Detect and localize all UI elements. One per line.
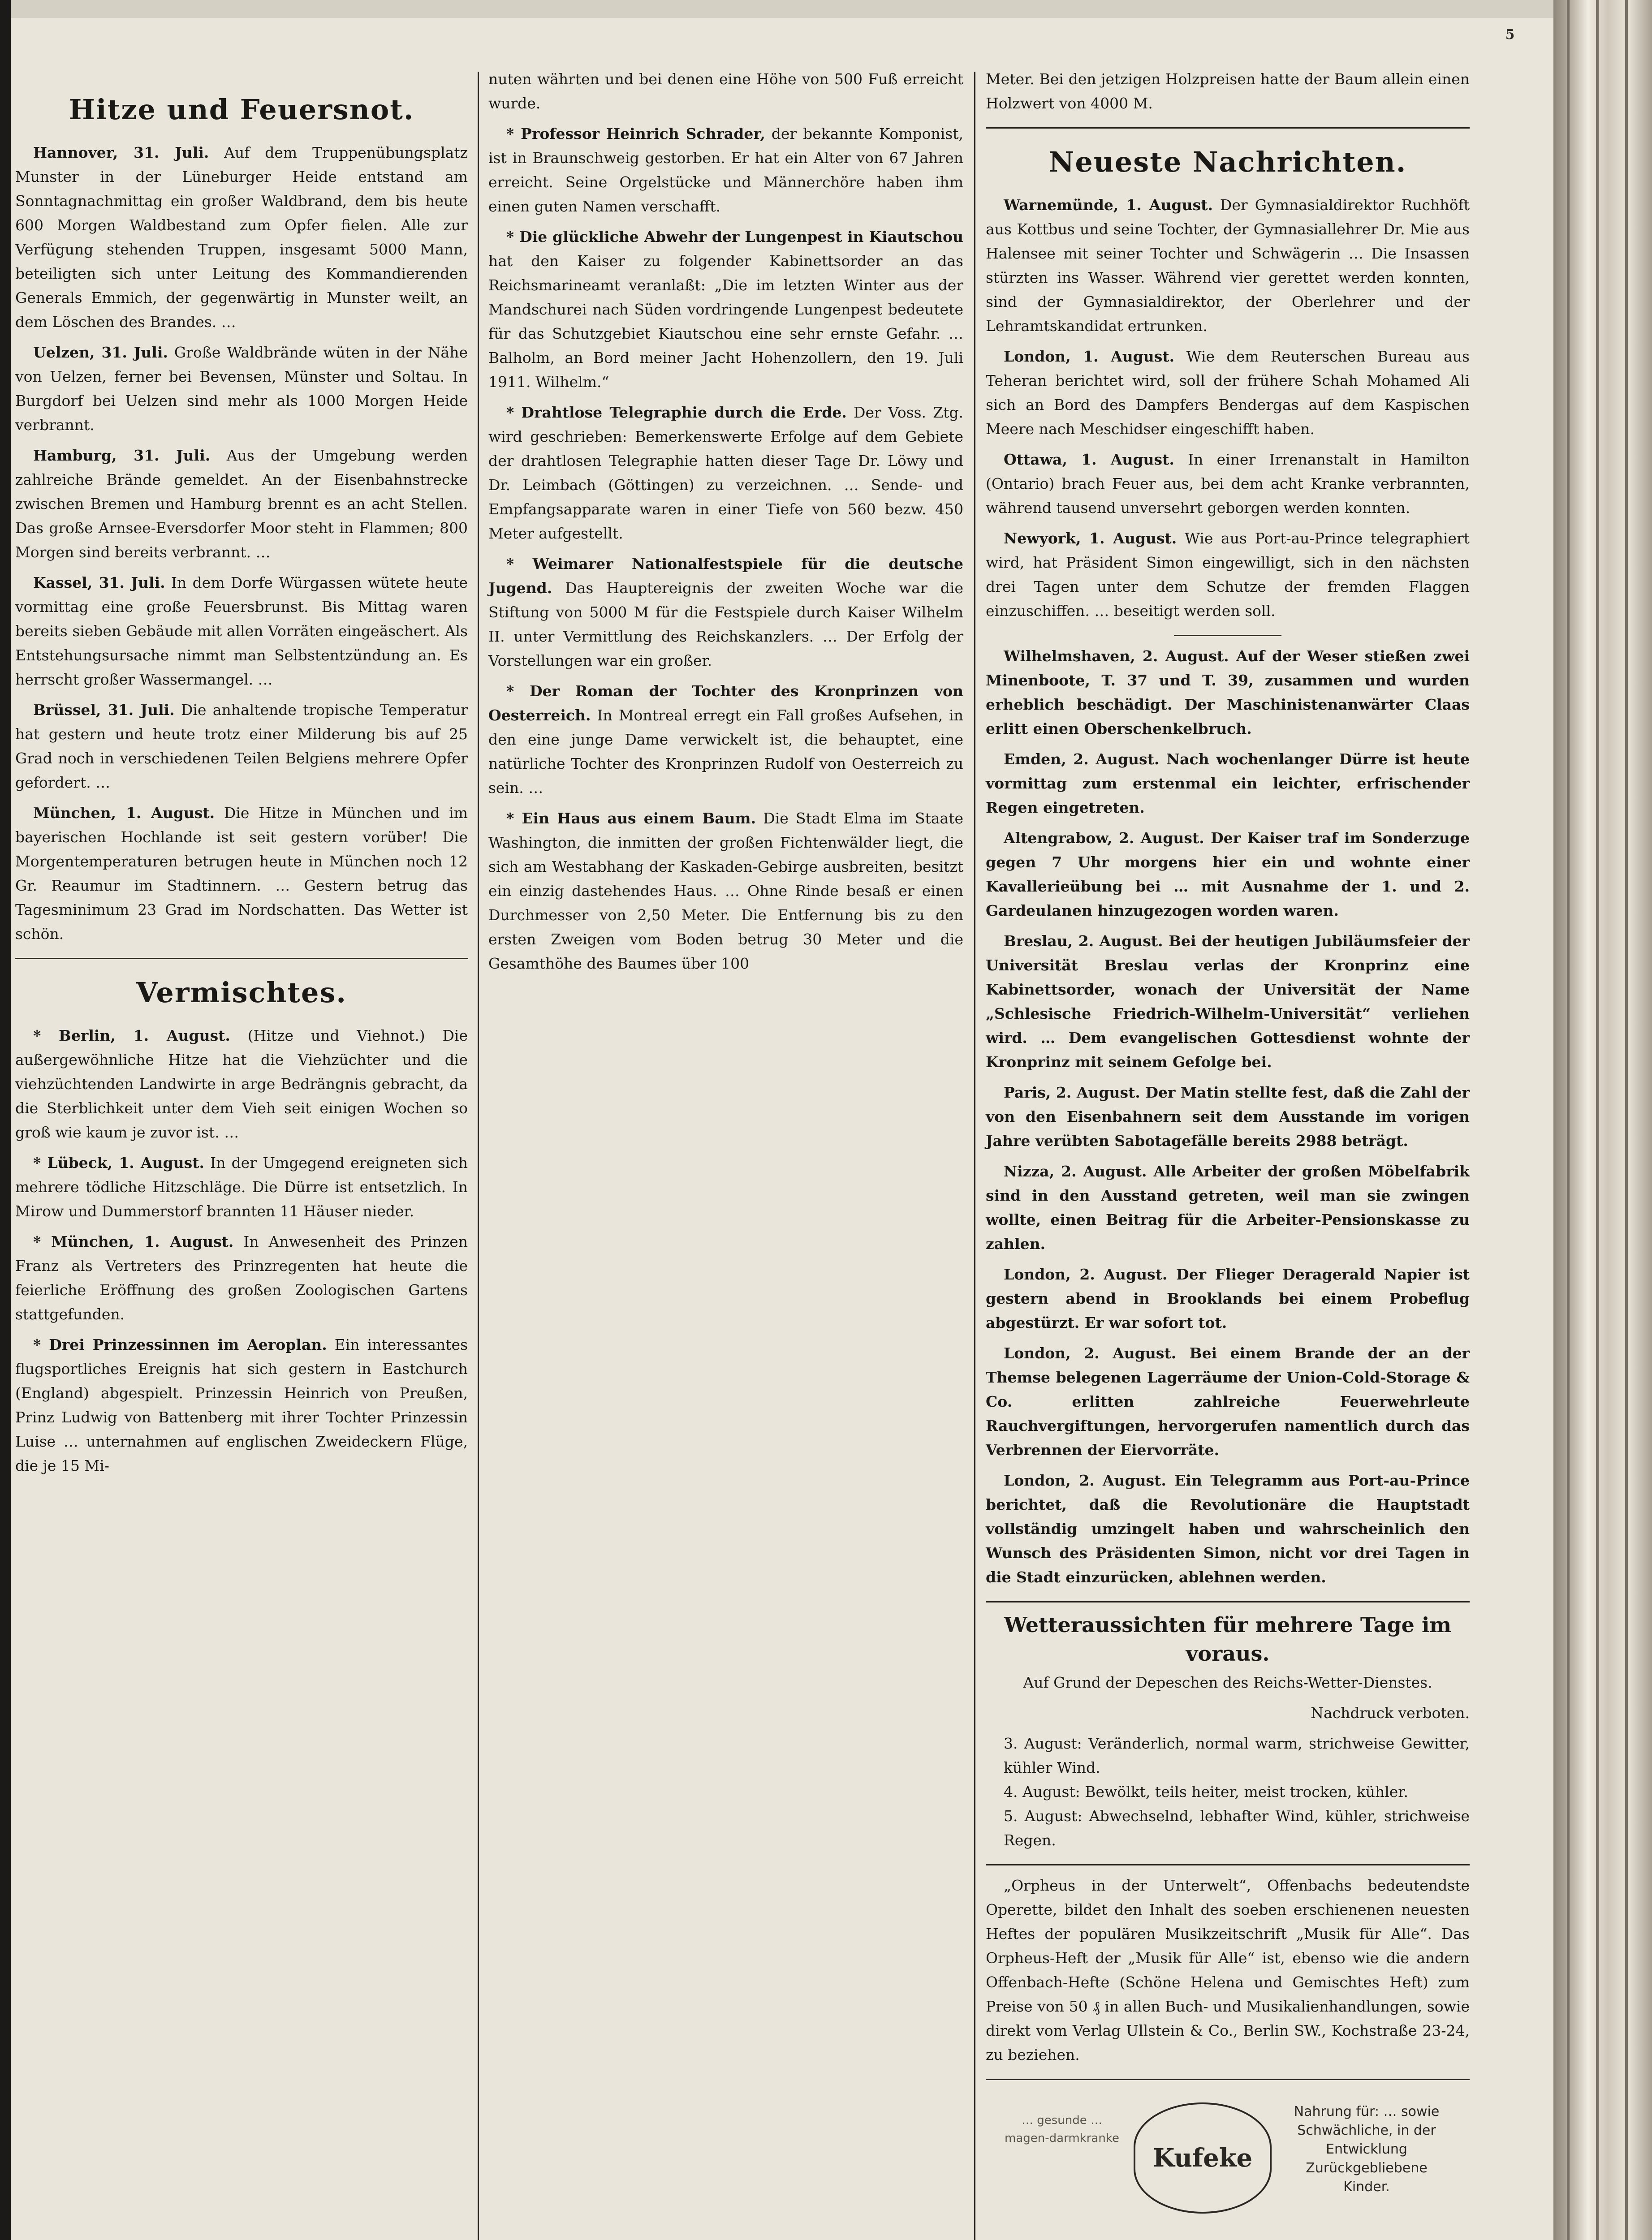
binding-edge: [0, 0, 11, 2240]
article: Ottawa, 1. August. In einer Irrenanstalt in Hamilton (Ontario) brach Feuer aus, bei dem acht Kranke verbrannten, während tausend unversehrt geborgen werden konnten.: [986, 451, 1470, 517]
weather-subtitle: Auf Grund der Depeschen des Reichs-Wetter-Dienstes.: [1023, 1674, 1432, 1691]
divider: [986, 1864, 1470, 1865]
article: * Berlin, 1. August. (Hitze und Viehnot.) Die außergewöhnliche Hitze hat die Viehzüchter und die viehzüchtenden Landwirte in arge Bedrängnis gebracht, da die Sterblichkeit unter dem Vieh seit einigen Wochen so groß wie kaum je zuvor ist. …: [15, 1027, 468, 1141]
column-rule: [974, 72, 975, 2240]
column-2: [488, 67, 963, 982]
article: * Lübeck, 1. August. In der Umgegend ereigneten sich mehrere tödliche Hitzschläge. Die Dürre ist entsetzlich. In Mirow und Dummerstorf brannten 11 Häuser nieder.: [15, 1154, 468, 1220]
orpheus-notice: „Orpheus in der Unterwelt“, Offenbachs bedeutendste Operette, bildet den Inhalt des soeben erschienenen neuesten Heftes der populären Musikzeitschrift „Musik für Alle“. Das Orpheus-Heft der „Musik für Alle“ ist, ebenso wie die andern Offenbach-Hefte (Schöne Helena und Gemischtes Heft) zum Preise von 50 ₰ in allen Buch- und Musikalienhandlungen, sowie direkt vom Verlag Ullstein & Co., Berlin SW., Kochstraße 23-24, zu beziehen.: [986, 1877, 1470, 2063]
page-stack-edge: [1553, 0, 1652, 2240]
article: München, 1. August. Die Hitze in München und im bayerischen Hochlande ist seit gestern vorüber! Die Morgentemperaturen betrugen heute in München noch 12 Gr. Reaumur im Stadtinnern. … Gestern betrug das Tagesminimum 23 Grad im Nordschatten. Das Wetter ist schön.: [15, 804, 468, 943]
article: Wilhelmshaven, 2. August. Auf der Weser stießen zwei Minenboote, T. 37 und T. 39, zusammen und wurden erheblich beschädigt. Der Maschinistenanwärter Claas erlitt einen Oberschenkelbruch.: [986, 647, 1470, 737]
article: London, 2. August. Der Flieger Deragerald Napier ist gestern abend in Brooklands bei einem Probeflug abgestürzt. Er war sofort tot.: [986, 1266, 1470, 1331]
article: * München, 1. August. In Anwesenheit des Prinzen Franz als Vertreters des Prinzregenten hat heute die feierliche Eröffnung des großen Zoologischen Gartens stattgefunden.: [15, 1233, 468, 1323]
weather-note: Nachdruck verboten.: [1311, 1704, 1470, 1722]
article: Emden, 2. August. Nach wochenlanger Dürre ist heute vormittag zum erstenmal ein leichter, erfrischender Regen eingetreten.: [986, 750, 1470, 816]
article-continuation: Meter. Bei den jetzigen Holzpreisen hatte der Baum allein einen Holzwert von 4000 M.: [986, 70, 1470, 112]
page-number: 5: [1505, 27, 1515, 43]
ad-logo: Kufeke: [1134, 2102, 1272, 2214]
article: * Der Roman der Tochter des Kronprinzen von Oesterreich. In Montreal erregt ein Fall großes Aufsehen, in den eine junge Dame verwickelt ist, die behauptet, eine natürliche Tochter des Kronprinzen Rudolf von Oesterreich zu sein. …: [488, 682, 963, 797]
forecast-line: 3. August: Veränderlich, normal warm, strichweise Gewitter, kühler Wind.: [1004, 1735, 1470, 1776]
article: Brüssel, 31. Juli. Die anhaltende tropische Temperatur hat gestern und heute trotz einer Milderung bis auf 25 Grad noch in verschiedenen Teilen Belgiens mehrere Opfer gefordert. …: [15, 701, 468, 791]
article: Nizza, 2. August. Alle Arbeiter der großen Möbelfabrik sind in den Ausstand getreten, weil man sie zwingen wollte, einen Beitrag für die Arbeiter-Pensionskasse zu zahlen.: [986, 1163, 1470, 1253]
divider: [986, 127, 1470, 129]
article: Kassel, 31. Juli. In dem Dorfe Würgassen wütete heute vormittag eine große Feuersbrunst. Bis Mittag waren bereits sieben Gebäude mit allen Vorräten eingeäschert. Als Entstehungsursache nimmt man Selbstentzündung an. Es herrscht großer Wassermangel. …: [15, 574, 468, 688]
article: Breslau, 2. August. Bei der heutigen Jubiläumsfeier der Universität Breslau verlas der Kronprinz eine Kabinettsorder, wonach der Universität der Name „Schlesische Friedrich-Wilhelm-Universität“ verliehen wird. … Dem evangelischen Gottesdienst wohnte der Kronprinz mit seinem Gefolge bei.: [986, 932, 1470, 1071]
article: * Ein Haus aus einem Baum. Die Stadt Elma im Staate Washington, die inmitten der großen Fichtenwälder liegt, die sich am Westabhang der Kaskaden-Gebirge ausbreiten, besitzt ein einzig dastehendes Haus. … Ohne Rinde besaß er einen Durchmesser von 2,50 Meter. Die Entfernung bis zu den ersten Zweigen vom Boden betrug 30 Meter und die Gesamthöhe des Baumes über 100: [488, 810, 963, 972]
article: Uelzen, 31. Juli. Große Waldbrände wüten in der Nähe von Uelzen, ferner bei Bevensen, Münster und Soltau. In Burgdorf bei Uelzen sind mehr als 1000 Morgen Heide verbrannt.: [15, 344, 468, 434]
section-heading-hitze: Hitze und Feuersnot.: [69, 93, 414, 126]
article: * Die glückliche Abwehr der Lungenpest in Kiautschou hat den Kaiser zu folgender Kabinettsorder an das Reichsmarineamt veranlaßt: „Die im letzten Winter aus der Mandschurei nach Süden vordringende Lungenpest bedeutete für das Schutzgebiet Kiautschou eine sehr ernste Gefahr. … Balholm, an Bord meiner Jacht Hohenzollern, den 19. Juli 1911. Wilhelm.“: [488, 228, 963, 391]
article: Hannover, 31. Juli. Auf dem Truppenübungsplatz Munster in der Lüneburger Heide entstand am Sonntagnachmittag ein großer Waldbrand, dem bis heute 600 Morgen Waldbestand zum Opfer fielen. Alle zur Verfügung stehenden Truppen, insgesamt 5000 Mann, beteiligten sich unter Leitung des Kommandierenden Generals Emmich, der gegenwärtig in Munster weilt, an dem Löschen des Brandes. …: [15, 144, 468, 331]
weather-forecast: [1004, 1732, 1470, 1852]
article: Paris, 2. August. Der Matin stellte fest, daß die Zahl der von den Eisenbahnern seit dem Ausstande im vorigen Jahre verübten Sabotagefälle bereits 2988 beträgt.: [986, 1084, 1470, 1150]
ad-left-text: … gesunde … magen-darmkranke: [1005, 2114, 1119, 2145]
article: London, 2. August. Ein Telegramm aus Port-au-Prince berichtet, daß die Revolutionäre die Hauptstadt vollständig umzingelt haben und wahrscheinlich den Wunsch des Präsidenten Simon, nicht vor drei Tagen in die Stadt einzurücken, ablehnen werden.: [986, 1472, 1470, 1586]
advertisement: [986, 2094, 1470, 2228]
weather-heading: Wetteraussichten für mehrere Tage im voraus.: [1004, 1613, 1452, 1666]
article: * Weimarer Nationalfestspiele für die deutsche Jugend. Das Hauptereignis der zweiten Woche war die Stiftung von 5000 M für die Festspiele durch Kaiser Wilhelm II. unter Vermittlung des Reichskanzlers. … Der Erfolg der Vorstellungen war ein großer.: [488, 555, 963, 669]
column-3: [986, 67, 1470, 2228]
article: London, 2. August. Bei einem Brande der an der Themse belegenen Lagerräume der Union-Cold-Storage & Co. erlitten zahlreiche Feuerwehrleute Rauchvergiftungen, hervorgerufen namentlich durch das Verbrennen der Eiervorräte.: [986, 1344, 1470, 1459]
article: * Drei Prinzessinnen im Aeroplan. Ein interessantes flugsportliches Ereignis hat sich gestern in Eastchurch (England) abgespielt. Prinzessin Heinrich von Preußen, Prinz Ludwig von Battenberg mit ihrer Tochter Prinzessin Luise … unternahmen auf englischen Zweideckern Flüge, die je 15 Mi-: [15, 1336, 468, 1474]
column-1: [15, 76, 468, 1484]
divider: [1174, 635, 1281, 636]
article: * Professor Heinrich Schrader, der bekannte Komponist, ist in Braunschweig gestorben. Er hat ein Alter von 67 Jahren erreicht. Seine Orgelstücke und Männerchöre haben ihm einen guten Namen verschafft.: [488, 125, 964, 215]
article: London, 1. August. Wie dem Reuterschen Bureau aus Teheran berichtet wird, soll der frühere Schah Mohamed Ali sich an Bord des Dampfers Bendergas auf dem Kaspischen Meere nach Meschidser eingeschifft haben.: [986, 348, 1470, 438]
article-continuation: nuten währten und bei denen eine Höhe von 500 Fuß erreicht wurde.: [488, 70, 963, 112]
article: Newyork, 1. August. Wie aus Port-au-Prince telegraphiert wird, hat Präsident Simon eingewilligt, sich in den nächsten drei Tagen unter dem Schutze der fremden Flaggen einzuschiffen. … beseitigt werden soll.: [986, 530, 1470, 620]
divider: [986, 1601, 1470, 1602]
article: * Drahtlose Telegraphie durch die Erde. Der Voss. Ztg. wird geschrieben: Bemerkenswerte Erfolge auf dem Gebiete der drahtlosen Telegraphie hatten dieser Tage Dr. Löwy und Dr. Leimbach (Göttingen) zu verzeichnen. … Sende- und Empfangsapparate waren in einer Tiefe von 560 bezw. 450 Meter aufgestellt.: [488, 404, 963, 542]
article: Hamburg, 31. Juli. Aus der Umgebung werden zahlreiche Brände gemeldet. An der Eisenbahnstrecke zwischen Bremen und Hamburg brennt es an acht Stellen. Das große Arnsee-Eversdorfer Moor steht in Flammen; 800 Morgen sind bereits verbrannt. …: [15, 447, 468, 561]
divider: [15, 958, 468, 959]
ad-right-text: Nahrung für: … sowie Schwächliche, in der Entwicklung Zurückgebliebene Kinder.: [1294, 2104, 1440, 2195]
article: Warnemünde, 1. August. Der Gymnasialdirektor Ruchhöft aus Kottbus und seine Tochter, der Gymnasiallehrer Dr. Mie aus Halensee mit seiner Tochter und Schwägerin … Die Insassen stürzten ins Wasser. Während vier gerettet werden konnten, sind der Gymnasialdirektor, der Oberlehrer und der Lehramtskandidat ertrunken.: [986, 196, 1470, 335]
divider: [986, 2079, 1470, 2080]
column-rule: [478, 72, 479, 2240]
forecast-line: 4. August: Bewölkt, teils heiter, meist trocken, kühler.: [1004, 1783, 1408, 1801]
article: Altengrabow, 2. August. Der Kaiser traf im Sonderzuge gegen 7 Uhr morgens hier ein und wohnte einer Kavallerieübung bei … mit Ausnahme der 1. und 2. Gardeulanen hinzugezogen worden waren.: [986, 829, 1470, 919]
forecast-line: 5. August: Abwechselnd, lebhafter Wind, kühler, strichweise Regen.: [1004, 1807, 1470, 1849]
section-heading-neueste-nachrichten: Neueste Nachrichten.: [1048, 146, 1407, 178]
section-heading-vermischtes: Vermischtes.: [136, 976, 347, 1009]
